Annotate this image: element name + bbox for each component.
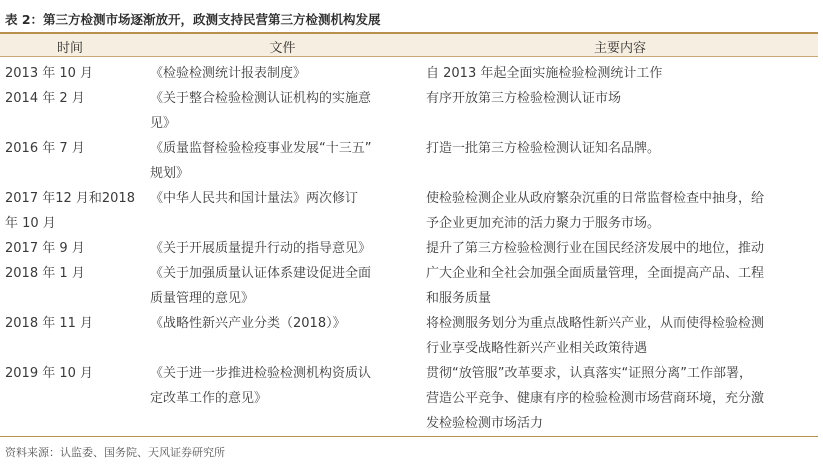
cell-time <box>5 86 143 111</box>
cell-content <box>426 86 812 111</box>
cell-document-line: 《中华人民共和国计量法》两次修订 <box>150 191 359 206</box>
cell-time-line: 2014 年 2 月 <box>5 91 85 106</box>
cell-document-line: 《关于开展质量提升行动的指导意见》 <box>150 241 372 256</box>
cell-content <box>426 186 812 236</box>
cell-document-line: 规划》 <box>150 166 190 181</box>
bottom-rule <box>0 436 818 437</box>
cell-document-line: 《检验检测统计报表制度》 <box>150 66 307 81</box>
cell-time <box>5 186 143 236</box>
cell-content-line: 自 2013 年起全面实施检验检测统计工作 <box>426 66 663 81</box>
table-header <box>0 34 818 57</box>
cell-document <box>150 236 418 261</box>
cell-time <box>5 136 143 161</box>
cell-content <box>426 361 812 436</box>
cell-content <box>426 136 812 161</box>
cell-document <box>150 61 418 86</box>
cell-document-line: 《关于整合检验检测认证机构的实施意 <box>150 91 372 106</box>
table-row <box>0 86 818 136</box>
cell-content <box>426 261 812 311</box>
cell-content-line: 予企业更加充沛的活力聚力于服务市场。 <box>426 216 661 231</box>
cell-time-line: 2017 年 9 月 <box>5 241 85 256</box>
cell-document-line: 质量管理的意见》 <box>150 291 255 306</box>
table-row <box>0 61 818 86</box>
cell-time-line: 2018 年 11 月 <box>5 316 94 331</box>
cell-time <box>5 236 143 261</box>
cell-time-line: 2018 年 1 月 <box>5 266 85 281</box>
cell-document-line: 《质量监督检验检疫事业发展“十三五” <box>150 141 372 156</box>
source-note: 资料来源：认监委、国务院、天风证券研究所 <box>5 446 225 459</box>
table-row <box>0 186 818 236</box>
cell-time <box>5 261 143 286</box>
cell-time <box>5 311 143 336</box>
cell-content <box>426 61 812 86</box>
cell-content-line: 贯彻“放管服”改革要求，认真落实“证照分离”工作部署， <box>426 366 752 381</box>
cell-content-line: 营造公平竞争、健康有序的检验检测市场营商环境，充分激 <box>426 391 765 406</box>
table-row <box>0 311 818 361</box>
cell-time <box>5 361 143 386</box>
cell-time-line: 2016 年 7 月 <box>5 141 85 156</box>
cell-document <box>150 261 418 311</box>
table-row <box>0 236 818 261</box>
header-content: 主要内容 <box>593 41 646 56</box>
table-row <box>0 136 818 186</box>
cell-content <box>426 236 812 261</box>
cell-content <box>426 311 812 361</box>
cell-time-line: 2013 年 10 月 <box>5 66 94 81</box>
table-row <box>0 261 818 311</box>
cell-time <box>5 61 143 86</box>
cell-document <box>150 136 418 186</box>
table-row <box>0 361 818 436</box>
cell-content-line: 有序开放第三方检验检测认证市场 <box>426 91 622 106</box>
cell-content-line: 提升了第三方检验检测行业在国民经济发展中的地位，推动 <box>426 241 765 256</box>
cell-content-line: 和服务质量 <box>426 291 492 306</box>
cell-time-line: 2017 年12 月和2018 <box>5 191 135 206</box>
cell-time-line: 年 10 月 <box>5 216 56 231</box>
cell-document-line: 《战略性新兴产业分类（2018）》 <box>150 316 346 331</box>
cell-content-line: 发检验检测市场活力 <box>426 416 544 431</box>
cell-document-line: 见》 <box>150 116 177 131</box>
cell-content-line: 打造一批第三方检验检测认证知名品牌。 <box>426 141 661 156</box>
cell-document <box>150 361 418 411</box>
cell-document <box>150 186 418 211</box>
cell-content-line: 使检验检测企业从政府繁杂沉重的日常监督检查中抽身，给 <box>426 191 765 206</box>
cell-time-line: 2019 年 10 月 <box>5 366 94 381</box>
cell-document-line: 《关于进一步推进检验检测机构资质认 <box>150 366 372 381</box>
cell-content-line: 将检测服务划分为重点战略性新兴产业，从而使得检验检测 <box>426 316 765 331</box>
table-title: 表 2：第三方检测市场逐渐放开，政测支持民营第三方检测机构发展 <box>5 12 381 27</box>
cell-document-line: 《关于加强质量认证体系建设促进全面 <box>150 266 372 281</box>
header-document: 文件 <box>269 41 296 56</box>
cell-content-line: 行业享受战略性新兴产业相关政策待遇 <box>426 341 648 356</box>
cell-content-line: 广大企业和全社会加强全面质量管理，全面提高产品、工程 <box>426 266 765 281</box>
cell-document <box>150 86 418 136</box>
cell-document <box>150 311 418 336</box>
header-time: 时间 <box>56 41 83 56</box>
cell-document-line: 定改革工作的意见》 <box>150 391 268 406</box>
